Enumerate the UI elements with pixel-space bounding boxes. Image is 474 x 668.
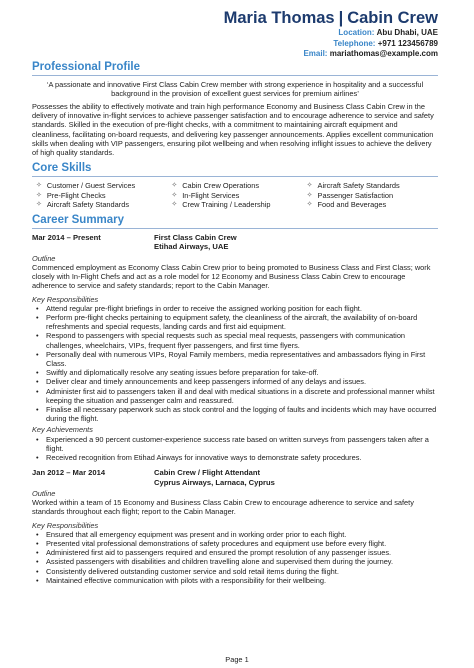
skill-item [303,200,438,210]
contact-label: Telephone: [333,38,376,48]
responsibility-item: • Assisted passengers with disabilities and children travelling alone and supervised them during the journey. [32,557,438,566]
achievement-item: • Received recognition from Etihad Airways for innovative ways to demonstrate safety procedures. [32,453,438,462]
skill-item [32,191,167,201]
job-list [32,233,438,585]
profile-body: Possesses the ability to effectively motivate and train high performance Economy and Business Class Cabin Crew in the delivery of innovative in-flight services to achieve passenger satisfaction and to encourage adherence to service and safety standards. Skilled in the execution of pre-flight checks, with a commitment to maintaining aircraft equipment and cleanliness, facilitating on-board requests, and delivering key passenger announcements. Applies excellent communication skills when dealing with VIP passengers, ensuring pilot wellbeing and when resolving inflight issues to achieve the delivery of high quality standards. [32,101,434,157]
skill-label: Aircraft Safety Standards [46,200,130,210]
contact-row [32,28,438,39]
responsibility-item: • Maintained effective communication with pilots with a responsibility for their wellbeing. [32,576,438,585]
job-outline: Worked within a team of 15 Economy and Business Class Cabin Crew to encourage adherence to service and safety standards throughout each flight; report to the Cabin Manager. [32,498,414,517]
skill-label: Pre-Flight Checks [46,190,106,200]
name-separator: | [338,9,344,27]
responsibility-item: • Respond to passengers with special requests such as special meal requests, passengers with communication challenges, wheelchairs, VIPs, frequent flyer passengers, and first time flyers. [32,331,438,349]
skill-item [167,181,302,191]
skill-label: Customer / Guest Services [46,181,136,191]
diamond-bullet-icon: ✧ [36,191,42,199]
responsibility-item: • Consistently delivered outstanding customer service and sold retail items during the flight. [32,567,438,576]
skills-grid [32,181,438,210]
diamond-bullet-icon: ✧ [171,182,178,190]
responsibility-item: • Perform pre-flight checks pertaining to equipment safety, the cleanliness of the aircraft, the availability of on-board refreshments and special requests, landing cards and first aid equipment. [32,313,438,331]
job-title-block [154,233,438,252]
diamond-bullet-icon: ✧ [171,201,178,209]
responsibilities-label: Key Responsibilities [32,520,99,530]
job-title: First Class Cabin Crew [154,232,237,242]
responsibilities-list [32,530,438,585]
diamond-bullet-icon: ✧ [36,201,42,209]
achievements-list [32,435,438,463]
job-title-block [154,468,438,487]
skill-item [167,200,302,210]
profile-divider [32,75,438,76]
responsibility-item: • Ensured that all emergency equipment was present and in working order prior to each flight. [32,530,438,539]
skill-label: Food and Beverages [317,200,387,210]
contact-value: Abu Dhabi, UAE [376,28,438,37]
outline-label: Outline [32,489,56,498]
skill-item [32,181,167,191]
career-divider [32,228,438,229]
candidate-name: Maria Thomas [223,9,335,27]
responsibility-item: • Personally deal with numerous VIPs, Royal Family members, media representatives and ambassadors flying in First Class. [32,350,438,368]
skill-item [303,181,438,191]
responsibilities-label: Key Responsibilities [32,294,99,304]
contact-row [32,49,438,60]
responsibility-item: • Administer first aid to passengers taken ill and deal with medical situations in a discrete and professional manner whilst keeping the situation and passenger calm and reassured. [32,387,438,405]
skill-item [32,200,167,210]
achievements-label: Key Achievements [32,425,93,435]
skills-heading: Core Skills [32,162,92,175]
job-header [32,233,438,252]
skill-item [303,191,438,201]
responsibilities-list [32,304,438,424]
job-entry [32,468,438,585]
contact-block [32,28,438,60]
job-company: Etihad Airways, UAE [154,242,229,252]
job-entry [32,233,438,462]
skill-item [167,191,302,201]
profile-heading: Professional Profile [32,60,141,73]
diamond-bullet-icon: ✧ [171,191,178,199]
skills-divider [32,176,438,177]
job-header [32,468,438,487]
achievement-item: • Experienced a 90 percent customer-experience success rate based on written surveys from passengers taken after a flight. [32,435,438,453]
responsibility-item: • Deliver clear and timely announcements and keep passengers informed of any delays and issues. [32,377,438,386]
diamond-bullet-icon: ✧ [306,201,313,209]
profile-quote: ‘A passionate and innovative First Class Cabin Crew member with strong experience in hospitality and a successful background in the provision of excellent guest services for premium airlines’ [46,79,424,98]
responsibility-item: • Administered first aid to passengers required and ensured the prompt resolution of any passenger issues. [32,548,438,557]
cv-header [32,0,438,60]
job-company: Cyprus Airways, Larnaca, Cyprus [154,477,275,487]
skill-label: In-Flight Services [182,190,240,200]
candidate-role: Cabin Crew [347,9,438,27]
skill-label: Passenger Satisfaction [317,190,394,200]
name-line [32,8,438,28]
contact-label: Location: [338,28,375,37]
skill-label: Aircraft Safety Standards [317,181,400,191]
diamond-bullet-icon: ✧ [306,191,313,199]
responsibility-item: • Swiftly and diplomatically resolve any seating issues before preparation for take-off. [32,368,438,377]
responsibility-item: • Attend regular pre-flight briefings in order to receive the assigned working position for each flight. [32,304,438,313]
contact-label: Email: [303,49,328,58]
career-heading: Career Summary [32,213,125,226]
skill-label: Crew Training / Leadership [182,200,271,210]
job-outline: Commenced employment as Economy Class Cabin Crew prior to being promoted to Business Class and First Class; work closely with In-Flight Chefs and act as a role model for 12 Economy and Business Class Cabin Crew to encourage adherence to service and safety standards; report to the Cabin Manager. [32,262,431,291]
diamond-bullet-icon: ✧ [36,182,42,190]
page-number: Page 1 [225,655,249,664]
contact-row [32,39,438,50]
skill-label: Cabin Crew Operations [182,181,260,191]
contact-value: +971 123456789 [377,38,438,48]
job-dates: Mar 2014 – Present [32,232,101,242]
responsibility-item: • Finalise all necessary paperwork such as stock control and the logging of faults and incidents which may have occurred during the flight. [32,405,438,423]
job-title: Cabin Crew / Flight Attendant [154,468,261,478]
responsibility-item: • Presented vital professional demonstrations of safety procedures and equipment use before every flight. [32,539,438,548]
diamond-bullet-icon: ✧ [306,182,313,190]
job-dates: Jan 2012 – Mar 2014 [32,468,106,478]
outline-label: Outline [32,253,56,263]
contact-value: mariathomas@example.com [329,49,438,58]
